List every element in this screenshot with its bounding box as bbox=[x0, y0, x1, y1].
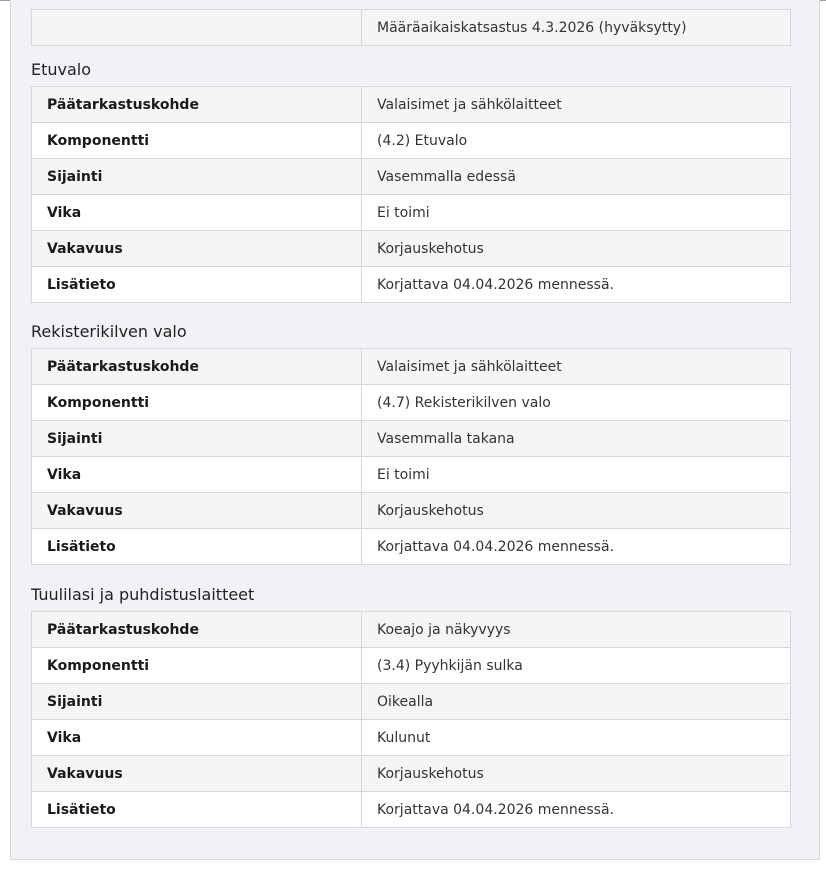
table-row bbox=[32, 421, 791, 457]
table-row bbox=[32, 648, 791, 684]
row-value: Vasemmalla takana bbox=[362, 421, 791, 457]
row-value: (3.4) Pyyhkijän sulka bbox=[362, 648, 791, 684]
row-key: Sijainti bbox=[32, 684, 362, 720]
table-row bbox=[32, 720, 791, 756]
row-key: Vakavuus bbox=[32, 756, 362, 792]
table-row bbox=[32, 159, 791, 195]
inspection-summary-value: Määräaikaiskatsastus 4.3.2026 (hyväksytty) bbox=[362, 10, 791, 46]
row-value: Korjauskehotus bbox=[362, 493, 791, 529]
table-row bbox=[32, 457, 791, 493]
section-title-tuulilasi: Tuulilasi ja puhdistuslaitteet bbox=[31, 585, 255, 604]
row-value: Valaisimet ja sähkölaitteet bbox=[362, 87, 791, 123]
row-value: Valaisimet ja sähkölaitteet bbox=[362, 349, 791, 385]
row-key: Komponentti bbox=[32, 385, 362, 421]
table-row bbox=[32, 493, 791, 529]
row-value: Ei toimi bbox=[362, 457, 791, 493]
table-row bbox=[32, 267, 791, 303]
row-value: Vasemmalla edessä bbox=[362, 159, 791, 195]
row-value: (4.7) Rekisterikilven valo bbox=[362, 385, 791, 421]
table-row bbox=[32, 123, 791, 159]
row-key: Sijainti bbox=[32, 421, 362, 457]
row-key: Lisätieto bbox=[32, 529, 362, 565]
row-key: Komponentti bbox=[32, 123, 362, 159]
row-key: Päätarkastuskohde bbox=[32, 87, 362, 123]
table-row bbox=[32, 792, 791, 828]
row-key: Sijainti bbox=[32, 159, 362, 195]
section-title-etuvalo: Etuvalo bbox=[31, 60, 92, 79]
row-value: (4.2) Etuvalo bbox=[362, 123, 791, 159]
table-row bbox=[32, 385, 791, 421]
row-key: Vika bbox=[32, 457, 362, 493]
table-row bbox=[32, 231, 791, 267]
row-key: Päätarkastuskohde bbox=[32, 349, 362, 385]
row-value: Korjauskehotus bbox=[362, 231, 791, 267]
row-key bbox=[32, 10, 362, 46]
table-row bbox=[32, 756, 791, 792]
defect-table-tuulilasi bbox=[31, 611, 791, 828]
defect-table-etuvalo bbox=[31, 86, 791, 303]
row-value: Koeajo ja näkyvyys bbox=[362, 612, 791, 648]
row-value: Kulunut bbox=[362, 720, 791, 756]
row-value: Korjauskehotus bbox=[362, 756, 791, 792]
row-key: Lisätieto bbox=[32, 792, 362, 828]
row-value: Ei toimi bbox=[362, 195, 791, 231]
row-key: Vakavuus bbox=[32, 231, 362, 267]
row-key: Vika bbox=[32, 195, 362, 231]
row-key: Vika bbox=[32, 720, 362, 756]
table-row bbox=[32, 612, 791, 648]
section-title-rekisterikilven-valo: Rekisterikilven valo bbox=[31, 322, 187, 341]
row-value: Korjattava 04.04.2026 mennessä. bbox=[362, 792, 791, 828]
row-key: Päätarkastuskohde bbox=[32, 612, 362, 648]
row-key: Komponentti bbox=[32, 648, 362, 684]
row-value: Korjattava 04.04.2026 mennessä. bbox=[362, 529, 791, 565]
table-row bbox=[32, 684, 791, 720]
table-row bbox=[32, 529, 791, 565]
row-value: Oikealla bbox=[362, 684, 791, 720]
row-key: Lisätieto bbox=[32, 267, 362, 303]
inspection-details-panel bbox=[10, 0, 820, 860]
table-row bbox=[32, 87, 791, 123]
defect-table-rekisterikilven-valo bbox=[31, 348, 791, 565]
inspection-summary-table bbox=[31, 9, 791, 46]
row-key: Vakavuus bbox=[32, 493, 362, 529]
row-value: Korjattava 04.04.2026 mennessä. bbox=[362, 267, 791, 303]
table-row bbox=[32, 195, 791, 231]
table-row bbox=[32, 10, 791, 46]
table-row bbox=[32, 349, 791, 385]
